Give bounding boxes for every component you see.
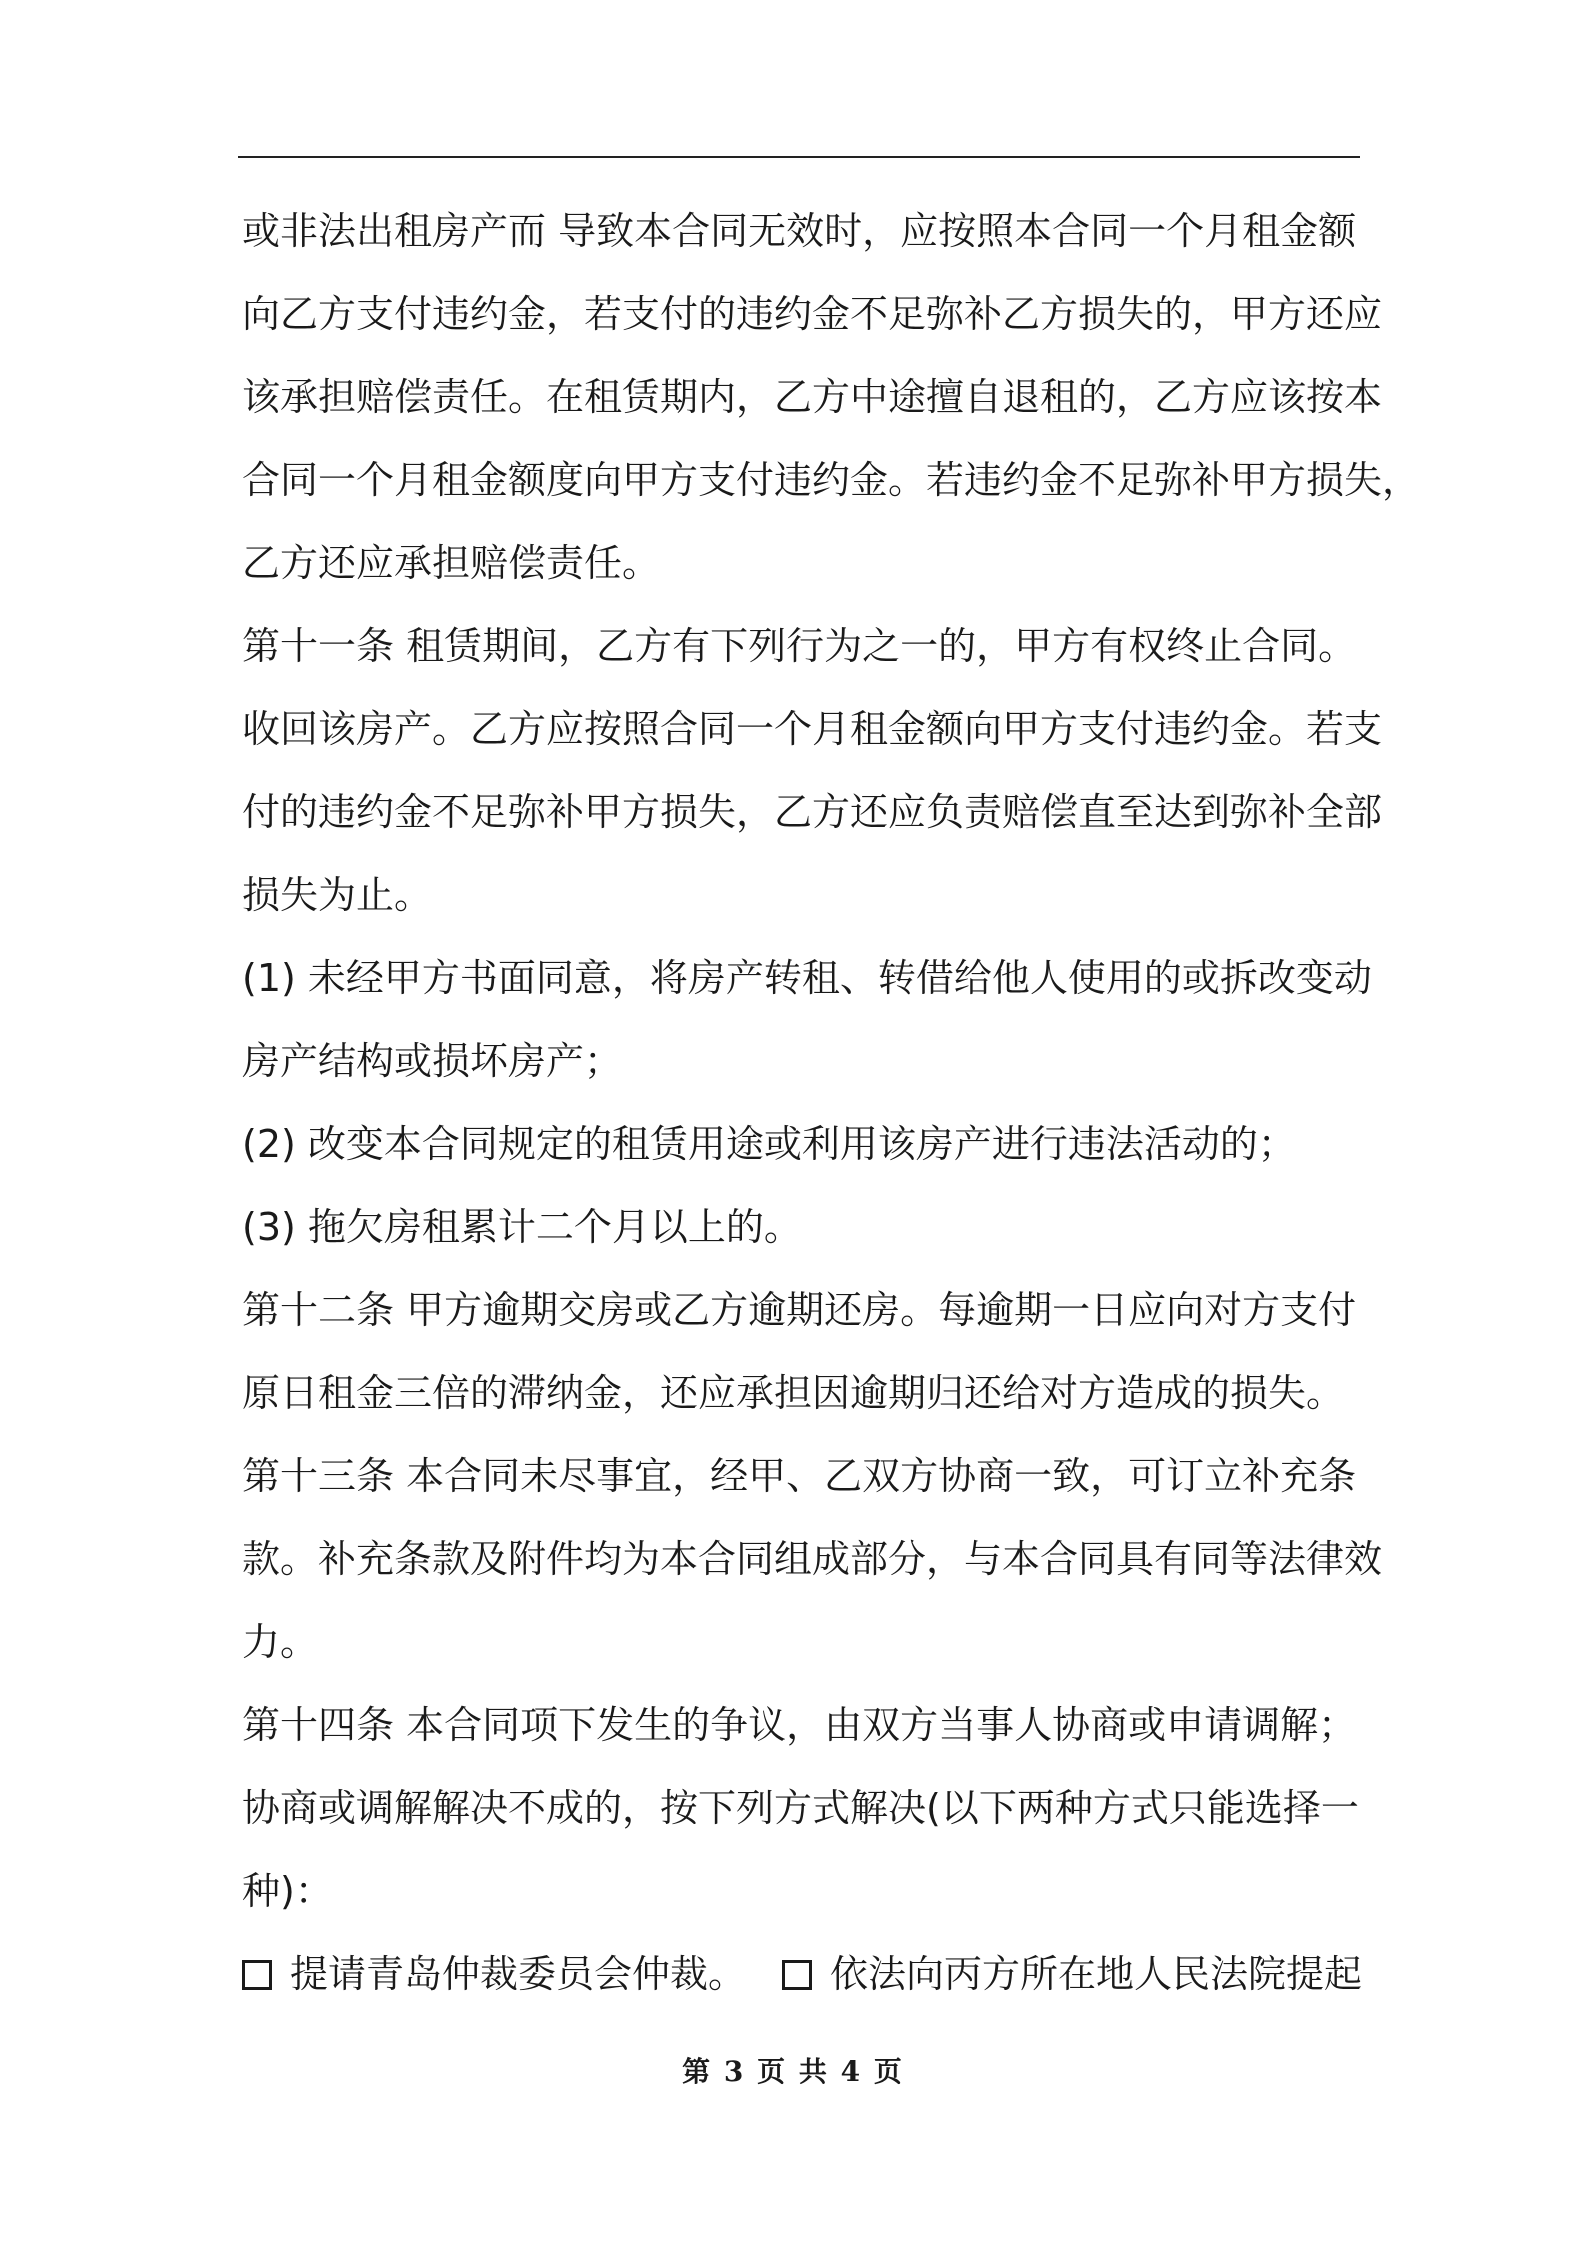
article-11-line: 第十一条 租赁期间，乙方有下列行为之一的，甲方有权终止合同。 (242, 624, 1357, 668)
list-item-1: (1) 未经甲方书面同意，将房产转租、转借给他人使用的或拆改变动 (242, 956, 1372, 1000)
litigation-checkbox[interactable] (782, 1960, 812, 1990)
text-line: 力。 (242, 1620, 319, 1664)
text-line: 原日租金三倍的滞纳金，还应承担因逾期归还给对方造成的损失。 (242, 1371, 1345, 1415)
article-14-line: 第十四条 本合同项下发生的争议，由双方当事人协商或申请调解； (242, 1703, 1357, 1747)
text-line: 房产结构或损坏房产； (242, 1039, 623, 1083)
page-number: 第 3 页 共 4 页 (682, 2055, 904, 2088)
article-13-line: 第十三条 本合同未尽事宜，经甲、乙双方协商一致，可订立补充条 (242, 1454, 1357, 1498)
arbitration-option-label: 提请青岛仲裁委员会仲裁。 (290, 1952, 747, 1996)
text-line: 收回该房产。乙方应按照合同一个月租金额向甲方支付违约金。若支 (242, 707, 1383, 751)
text-line: 种)： (242, 1869, 333, 1913)
text-line: 或非法出租房产而 导致本合同无效时，应按照本合同一个月租金额 (242, 209, 1357, 253)
text-line: 协商或调解解决不成的，按下列方式解决(以下两种方式只能选择一 (242, 1786, 1359, 1830)
arbitration-checkbox[interactable] (242, 1960, 272, 1990)
text-line: 款。补充条款及附件均为本合同组成部分，与本合同具有同等法律效 (242, 1537, 1383, 1581)
dispute-options-line (242, 1933, 1382, 2016)
list-item-3: (3) 拖欠房租累计二个月以上的。 (242, 1205, 802, 1249)
text-line: 付的违约金不足弥补甲方损失，乙方还应负责赔偿直至达到弥补全部 (242, 790, 1383, 834)
text-line: 该承担赔偿责任。在租赁期内，乙方中途擅自退租的，乙方应该按本 (242, 375, 1383, 419)
text-line: 向乙方支付违约金，若支付的违约金不足弥补乙方损失的，甲方还应 (242, 292, 1383, 336)
header-rule (238, 156, 1360, 158)
article-12-line: 第十二条 甲方逾期交房或乙方逾期还房。每逾期一日应向对方支付 (242, 1288, 1357, 1332)
document-body (242, 190, 1421, 2016)
text-line: 合同一个月租金额度向甲方支付违约金。若违约金不足弥补甲方损失， (242, 458, 1421, 502)
text-line: 损失为止。 (242, 873, 433, 917)
list-item-2: (2) 改变本合同规定的租赁用途或利用该房产进行违法活动的； (242, 1122, 1296, 1166)
litigation-option-label: 依法向丙方所在地人民法院提起 (830, 1952, 1363, 1996)
text-line: 乙方还应承担赔偿责任。 (242, 541, 661, 585)
